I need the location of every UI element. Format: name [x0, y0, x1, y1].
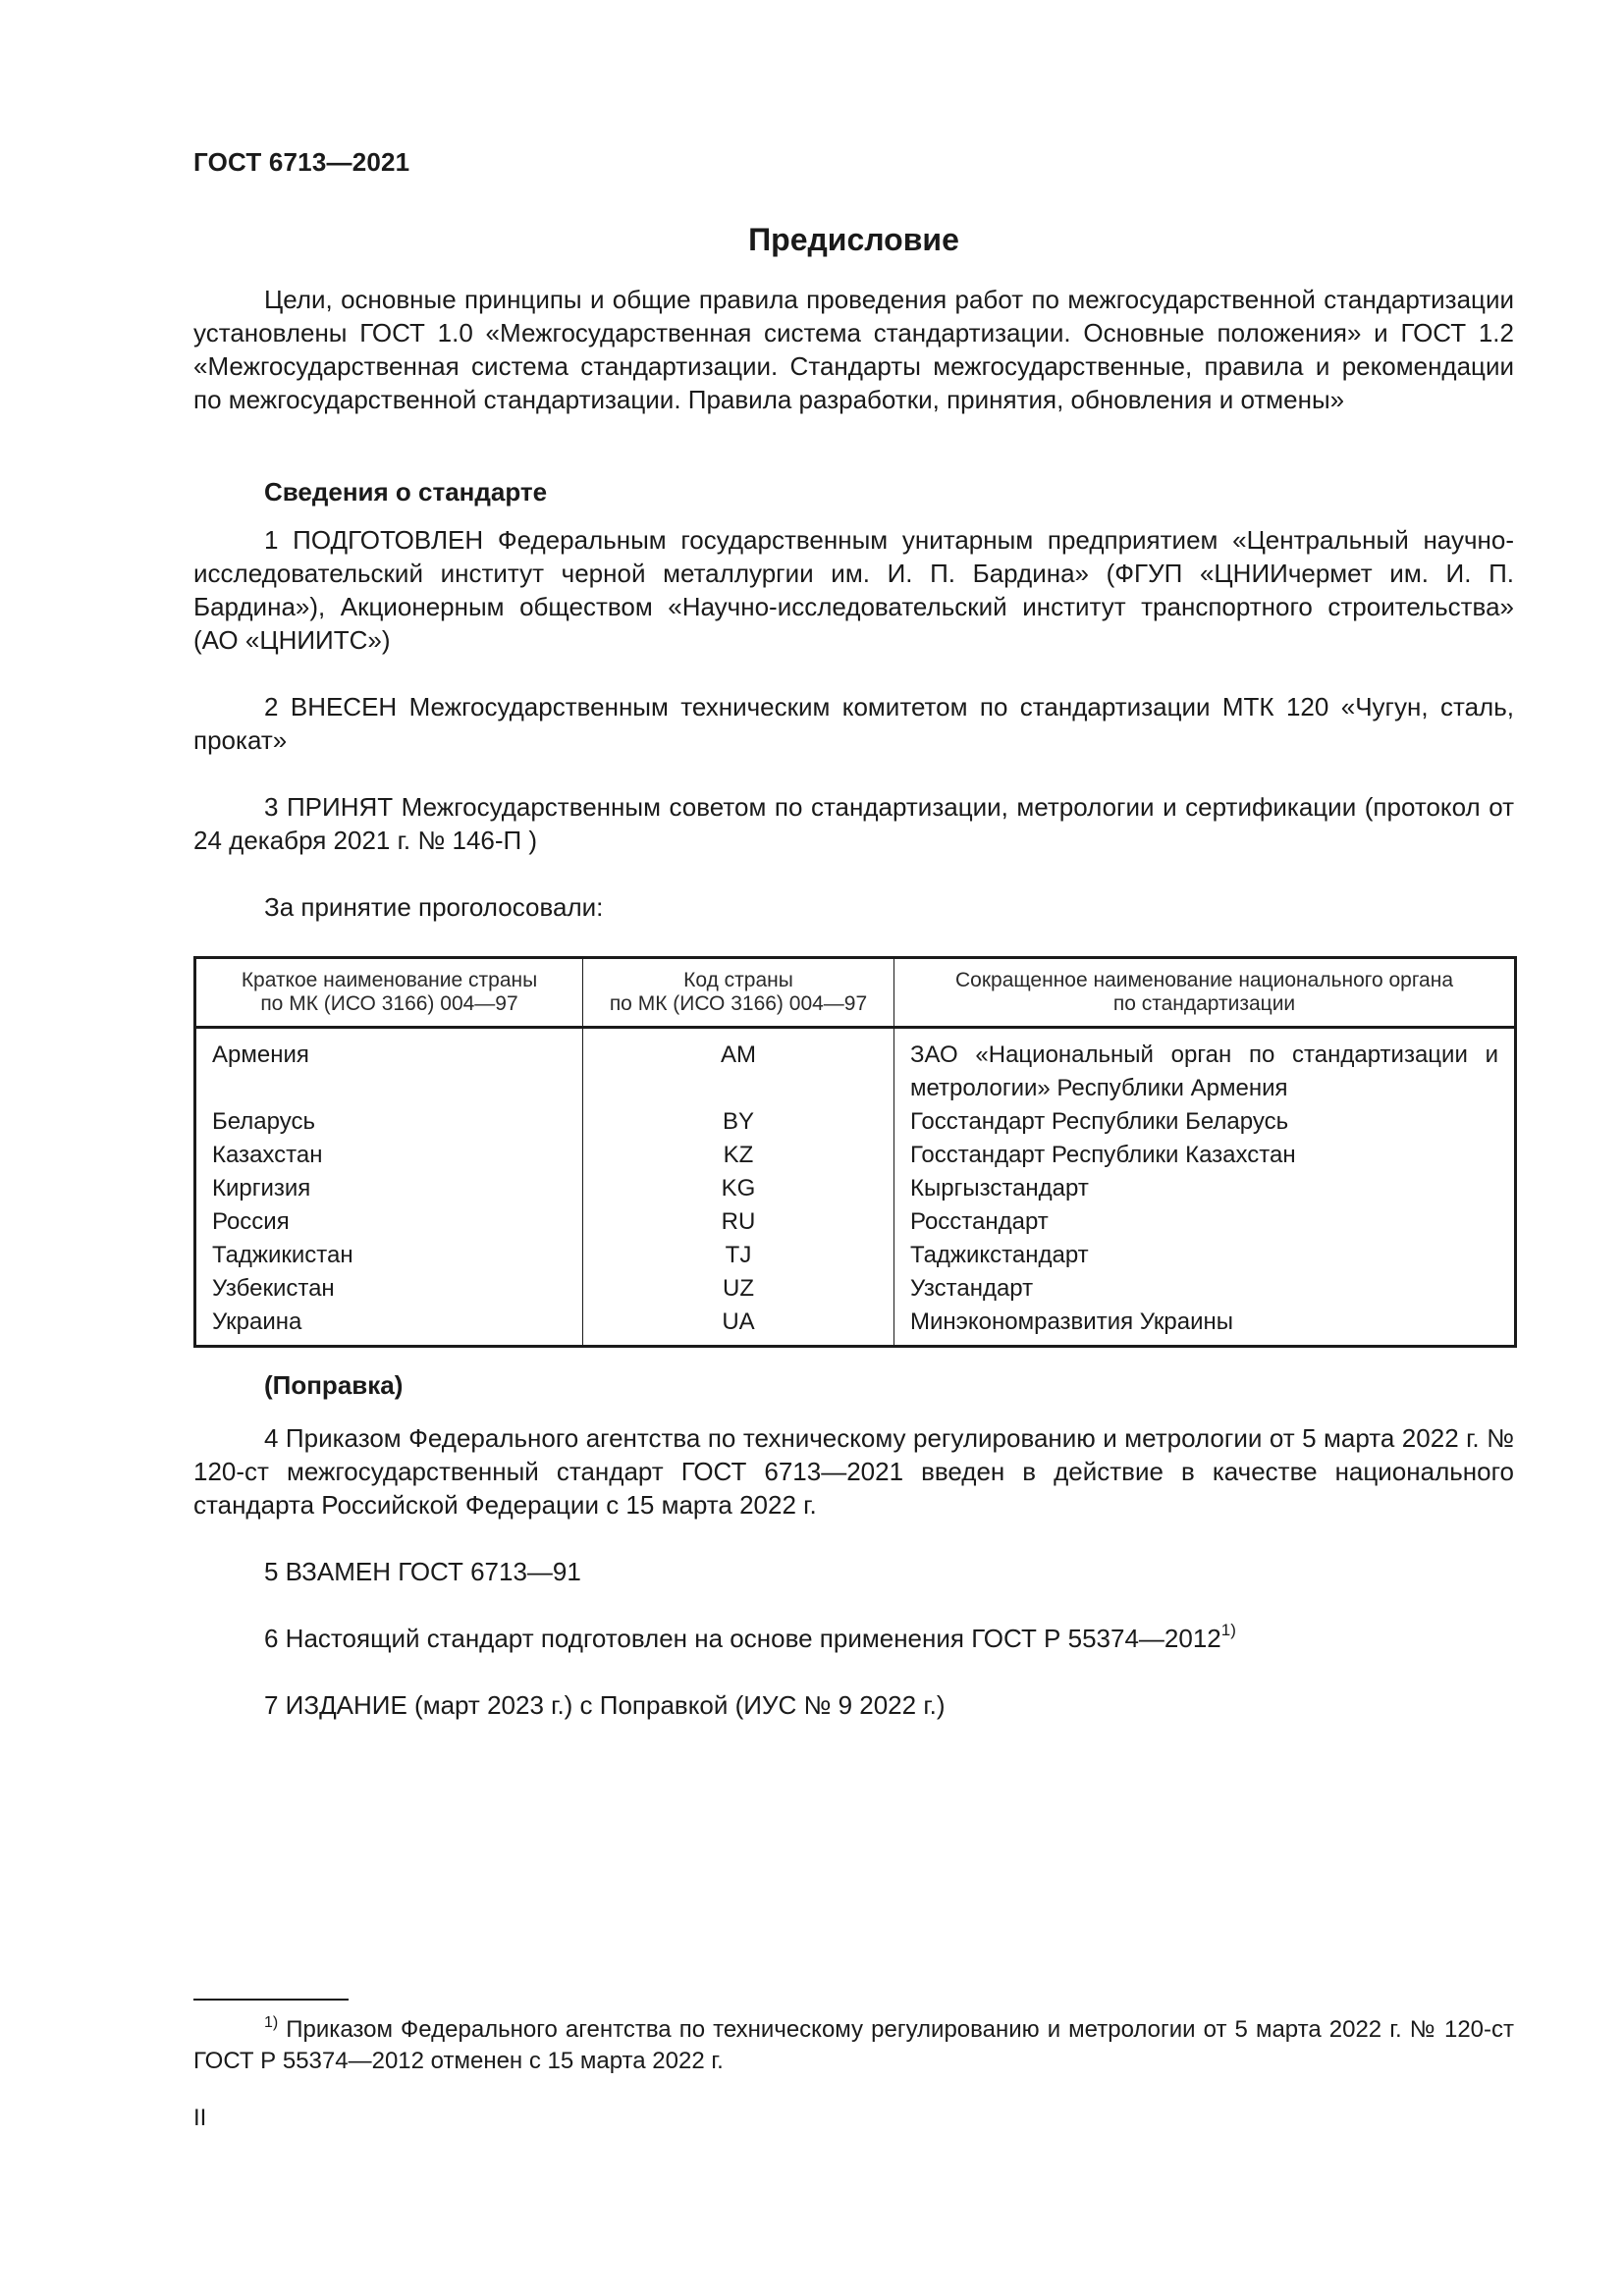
country-cell: Россия — [195, 1205, 583, 1239]
header-national-body-line2: по стандартизации — [1112, 992, 1296, 1015]
voted-label: За принятие проголосовали: — [264, 892, 604, 922]
org-cell: Госстандарт Республики Беларусь — [894, 1105, 1516, 1139]
footnote-ref-marker: 1) — [1220, 1621, 1236, 1639]
country-cell: Таджикистан — [195, 1239, 583, 1272]
code-cell: KG — [583, 1172, 894, 1205]
country-cell: Узбекистан — [195, 1272, 583, 1306]
table-row — [195, 1105, 1516, 1139]
org-cell: ЗАО «Национальный орган по стандартизации и метрологии» Республики Армения — [894, 1028, 1516, 1106]
header-country-code-line1: Код страны — [683, 969, 793, 991]
header-national-body-line1: Сокращенное наименование национального органа — [954, 969, 1454, 991]
org-cell: Таджикстандарт — [894, 1239, 1516, 1272]
page-title: Предисловие — [748, 222, 959, 257]
org-cell: Госстандарт Республики Казахстан — [894, 1139, 1516, 1172]
code-cell: TJ — [583, 1239, 894, 1272]
table-row — [195, 1172, 1516, 1205]
table-row — [195, 1139, 1516, 1172]
header-country-name — [195, 958, 583, 1028]
item-1-paragraph: 1 ПОДГОТОВЛЕН Федеральным государственным унитарным предприятием «Центральный научно-исследовательский институт черной металлургии им. И. П. Бардина» (ФГУП «ЦНИИчермет им. И. П. Бардина»), Акционерным обществом «Научно-исследовательский институт транспортного строительства» (АО «ЦНИИТС») — [193, 525, 1514, 655]
code-cell: RU — [583, 1205, 894, 1239]
item-6-paragraph — [264, 1622, 1236, 1655]
table-row — [195, 1028, 1516, 1106]
code-cell: UA — [583, 1306, 894, 1347]
footnote-separator — [193, 1999, 349, 2001]
country-cell: Киргизия — [195, 1172, 583, 1205]
code-cell: BY — [583, 1105, 894, 1139]
code-cell: UZ — [583, 1272, 894, 1306]
item-7-paragraph: 7 ИЗДАНИЕ (март 2023 г.) с Поправкой (ИУС № 9 2022 г.) — [264, 1690, 946, 1720]
item-5-paragraph: 5 ВЗАМЕН ГОСТ 6713—91 — [264, 1557, 581, 1586]
table-header-row — [195, 958, 1516, 1028]
table-row — [195, 1272, 1516, 1306]
header-country-code — [583, 958, 894, 1028]
org-cell: Росстандарт — [894, 1205, 1516, 1239]
item-2-paragraph: 2 ВНЕСЕН Межгосударственным техническим комитетом по стандартизации МТК 120 «Чугун, сталь, прокат» — [193, 692, 1514, 755]
voting-countries-table — [193, 956, 1517, 1348]
document-code-header: ГОСТ 6713—2021 — [193, 147, 410, 177]
info-heading: Сведения о стандарте — [264, 477, 548, 507]
table-row — [195, 1306, 1516, 1347]
code-cell: AM — [583, 1028, 894, 1106]
country-cell: Армения — [195, 1028, 583, 1106]
org-cell: Узстандарт — [894, 1272, 1516, 1306]
country-cell: Беларусь — [195, 1105, 583, 1139]
footnote — [193, 2014, 1514, 2077]
country-cell: Казахстан — [195, 1139, 583, 1172]
org-cell: Кыргызстандарт — [894, 1172, 1516, 1205]
page-number: II — [193, 2105, 207, 2131]
header-country-code-line2: по МК (ИСО 3166) 004—97 — [609, 992, 868, 1015]
intro-paragraph: Цели, основные принципы и общие правила проведения работ по межгосударственной стандартизации установлены ГОСТ 1.0 «Межгосударственная система стандартизации. Основные положения» и ГОСТ 1.2 «Межгосударственная система стандартизации. Стандарты межгосударственные, правила и рекомендации по межгосударственной стандартизации. Правила разработки, принятия, обновления и отмены» — [193, 285, 1514, 414]
header-country-name-line1: Краткое наименование страны — [241, 969, 538, 991]
item-6-text: 6 Настоящий стандарт подготовлен на основе применения ГОСТ Р 55374—2012 — [264, 1624, 1221, 1653]
org-cell: Минэкономразвития Украины — [894, 1306, 1516, 1347]
header-national-body — [894, 958, 1516, 1028]
footnote-marker: 1) — [264, 2014, 279, 2031]
amendment-label: (Поправка) — [264, 1370, 404, 1400]
code-cell: KZ — [583, 1139, 894, 1172]
item-3-paragraph: 3 ПРИНЯТ Межгосударственным советом по стандартизации, метрологии и сертификации (протокол от 24 декабря 2021 г. № 146-П ) — [193, 792, 1514, 855]
footnote-text: Приказом Федерального агентства по техническому регулированию и метрологии от 5 марта 2022 г. № 120-ст ГОСТ Р 55374—2012 отменен с 15 марта 2022 г. — [193, 2016, 1514, 2074]
item-4-paragraph: 4 Приказом Федерального агентства по техническому регулированию и метрологии от 5 марта 2022 г. № 120-ст межгосударственный стандарт ГОСТ 6713—2021 введен в действие в качестве национального стандарта Российской Федерации с 15 марта 2022 г. — [193, 1423, 1514, 1520]
header-country-name-line2: по МК (ИСО 3166) 004—97 — [260, 992, 518, 1015]
country-cell: Украина — [195, 1306, 583, 1347]
table-row — [195, 1239, 1516, 1272]
table-row — [195, 1205, 1516, 1239]
